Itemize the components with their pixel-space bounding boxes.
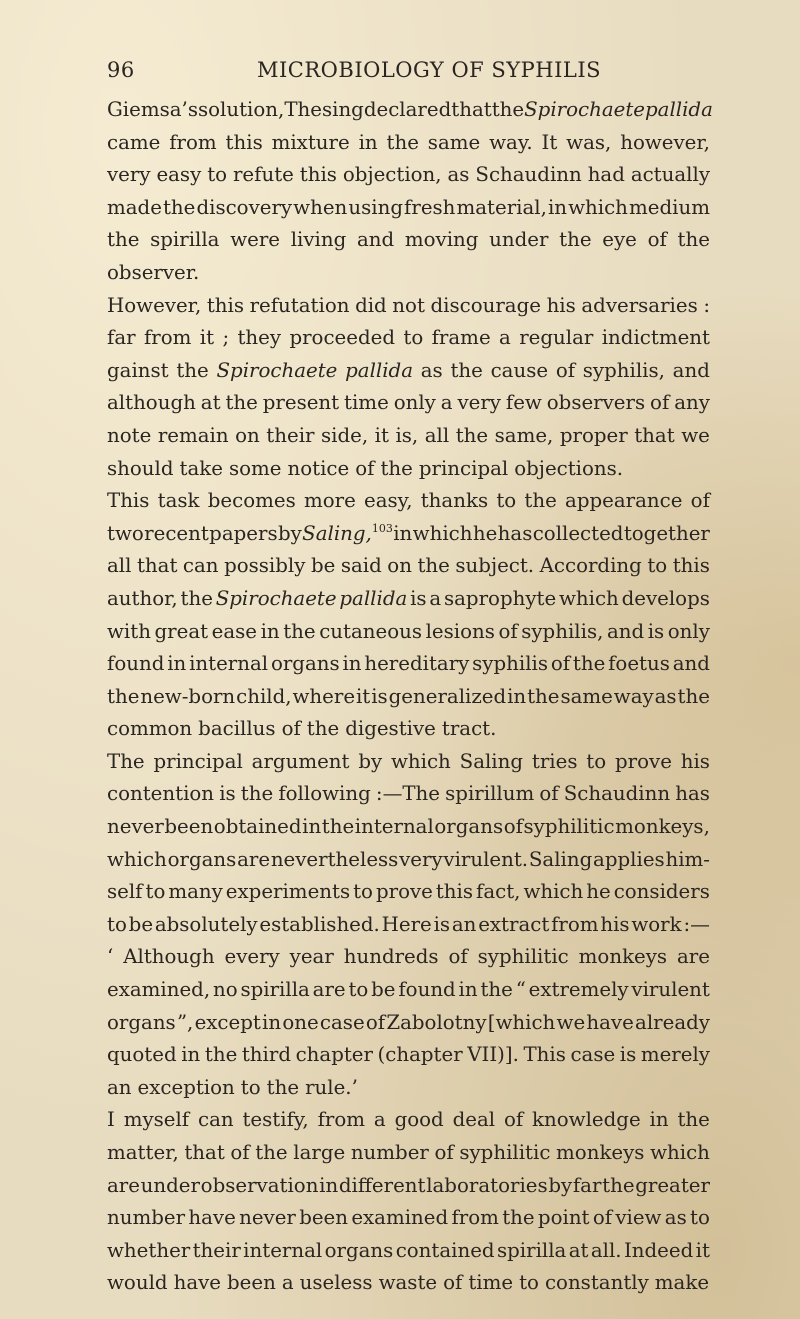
text-line: organs ”, except in one case of Zabolotny [which we have already <box>107 1010 710 1034</box>
text-line: to be absolutely established. Here is an extract from his work :— <box>107 912 710 936</box>
text-line: all that can possibly be said on the subject. According to this <box>107 554 710 578</box>
text-line: common bacillus of the digestive tract. <box>107 717 497 741</box>
text-line: came from this mixture in the same way. It was, however, <box>107 130 710 154</box>
text-line: contention is the following :—The spirillum of Schaudinn has <box>107 782 710 806</box>
text-line: two recent papers by Saling,$^{103}$ in which he has collected together <box>107 521 710 545</box>
page-number: 96 <box>107 58 135 82</box>
text-line: This task becomes more easy, thanks to the appearance of <box>107 489 710 513</box>
text-line: the spirilla were living and moving under the eye of the <box>107 228 710 252</box>
text-line: note remain on their side, it is, all the same, proper that we <box>107 423 710 447</box>
text-line: whether their internal organs contained spirilla at all. Indeed it <box>107 1238 710 1262</box>
text-line: author, the Spirochaete pallida is a saprophyte which develops <box>107 586 710 610</box>
running-title: MICROBIOLOGY OF SYPHILIS <box>257 58 602 82</box>
text-line: self to many experiments to prove this fact, which he considers <box>107 880 710 904</box>
text-line: The principal argument by which Saling tries to prove his <box>107 749 710 773</box>
text-line: examined, no spirilla are to be found in the “ extremely virulent <box>107 978 710 1002</box>
running-head <box>107 58 710 88</box>
text-line: matter, that of the large number of syphilitic monkeys which <box>107 1141 710 1164</box>
text-line: gainst the Spirochaete pallida as the cause of syphilis, and <box>107 358 710 382</box>
text-line: number have never been examined from the point of view as to <box>107 1206 710 1230</box>
text-line: are under observation in different laboratories by far the greater <box>107 1173 710 1197</box>
text-line: far from it ; they proceeded to frame a regular indictment <box>107 326 710 350</box>
text-line: made the discovery when using fresh material, in which medium <box>107 195 710 219</box>
text-line: although at the present time only a very few observers of any <box>107 391 710 415</box>
text-line: However, this refutation did not discourage his adversaries : <box>107 293 710 317</box>
text-line: very easy to refute this objection, as Schaudinn had actually <box>107 163 710 187</box>
text-line: the new-born child, where it is generalized in the same way as the <box>107 684 710 708</box>
text-line: an exception to the rule.’ <box>107 1075 358 1099</box>
text-line: with great ease in the cutaneous lesions of syphilis, and is only <box>107 619 710 643</box>
text-line: Giemsa’s solution, Thesing declared that the Spirochaete pallida <box>107 98 713 121</box>
text-line: should take some notice of the principal objections. <box>107 456 624 480</box>
body-text <box>107 94 713 1300</box>
text-line: never been obtained in the internal organs of syphilitic monkeys, <box>107 815 710 839</box>
text-line: quoted in the third chapter (chapter VII)]. This case is merely <box>107 1043 710 1067</box>
text-line: would have been a useless waste of time to constantly make <box>107 1271 710 1295</box>
text-line: which organs are nevertheless very virulent. Saling applies him- <box>107 847 710 871</box>
text-line: observer. <box>107 260 200 284</box>
text-line: ‘ Although every year hundreds of syphilitic monkeys are <box>107 945 710 969</box>
text-line: found in internal organs in hereditary syphilis of the foetus and <box>107 652 710 676</box>
text-line: I myself can testify, from a good deal of knowledge in the <box>107 1108 710 1132</box>
